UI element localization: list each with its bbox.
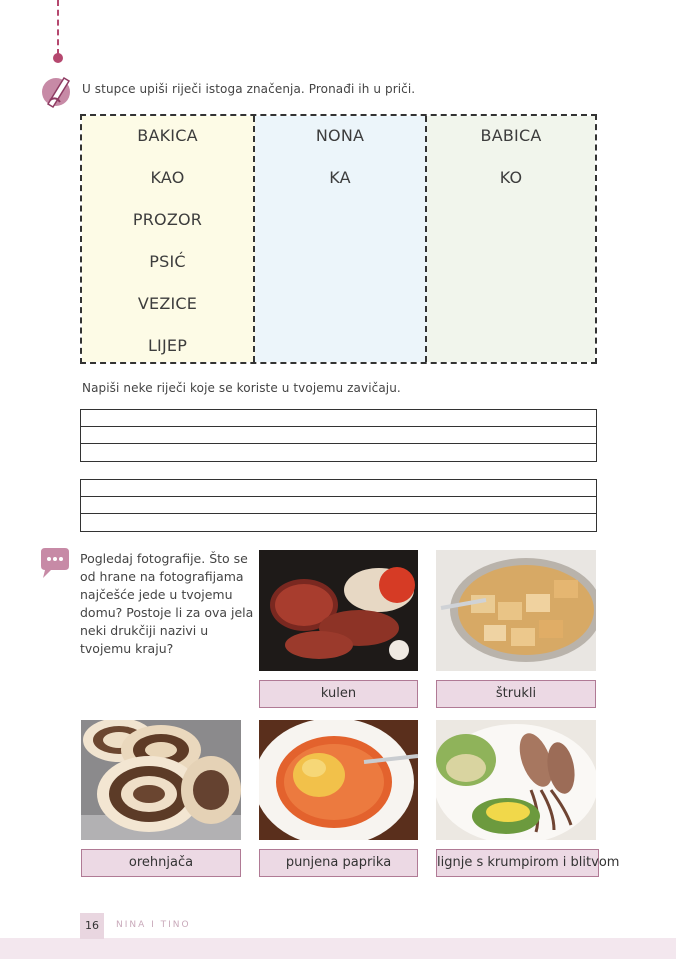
writing-line[interactable] (81, 410, 596, 427)
word-cell: VEZICE (137, 294, 198, 313)
word-cell: BAKICA (137, 126, 198, 145)
task-instruction-photos: Pogledaj fotografije. Što se od hrane na fotografijama najčešće jede u tvojemu domu? Postoje li za ova jela neki drukčiji nazivi u tvojemu kraju? (80, 551, 254, 656)
caption-punjena-paprika: punjena paprika (259, 849, 418, 877)
word-cell: LIJEP (147, 336, 188, 355)
margin-dashed-line (57, 0, 59, 55)
baked-dough-dish-photo (436, 550, 596, 671)
column-standard (82, 116, 255, 362)
writing-line[interactable] (81, 497, 596, 514)
writing-line[interactable] (81, 444, 596, 461)
walnut-roll-photo (81, 720, 241, 840)
writing-task-icon (38, 70, 78, 110)
writing-lines-group-1[interactable] (80, 409, 597, 462)
footer-bar (0, 938, 676, 959)
stuffed-pepper-photo (259, 720, 418, 840)
caption-orehnjaca: orehnjača (81, 849, 241, 877)
squid-with-potatoes-photo (436, 720, 596, 840)
caption-lignje: lignje s krumpirom i blitvom (436, 849, 599, 877)
caption-strukli: štrukli (436, 680, 596, 708)
writing-lines-group-2[interactable] (80, 479, 597, 532)
page-number: 16 (80, 913, 104, 939)
running-head: NINA I TINO (116, 920, 191, 930)
task-instruction-columns: U stupce upiši riječi istoga značenja. Pronađi ih u priči. (82, 82, 416, 96)
column-dialect-2[interactable] (427, 116, 595, 362)
column-dialect-1[interactable] (255, 116, 427, 362)
writing-line[interactable] (81, 427, 596, 444)
margin-dot (53, 53, 63, 63)
writing-line[interactable] (81, 514, 596, 531)
synonym-word-table (80, 114, 597, 364)
cured-sausage-photo (259, 550, 418, 671)
writing-line[interactable] (81, 480, 596, 497)
word-cell: KO (499, 168, 523, 187)
word-cell: KA (329, 168, 351, 187)
word-cell: PROZOR (132, 210, 203, 229)
speech-bubble-icon (37, 546, 73, 582)
word-cell: KAO (150, 168, 185, 187)
word-cell: BABICA (480, 126, 542, 145)
task-instruction-local-words: Napiši neke riječi koje se koriste u tvojemu zavičaju. (82, 381, 401, 395)
caption-kulen: kulen (259, 680, 418, 708)
word-cell: PSIĆ (149, 252, 186, 271)
word-cell: NONA (315, 126, 365, 145)
